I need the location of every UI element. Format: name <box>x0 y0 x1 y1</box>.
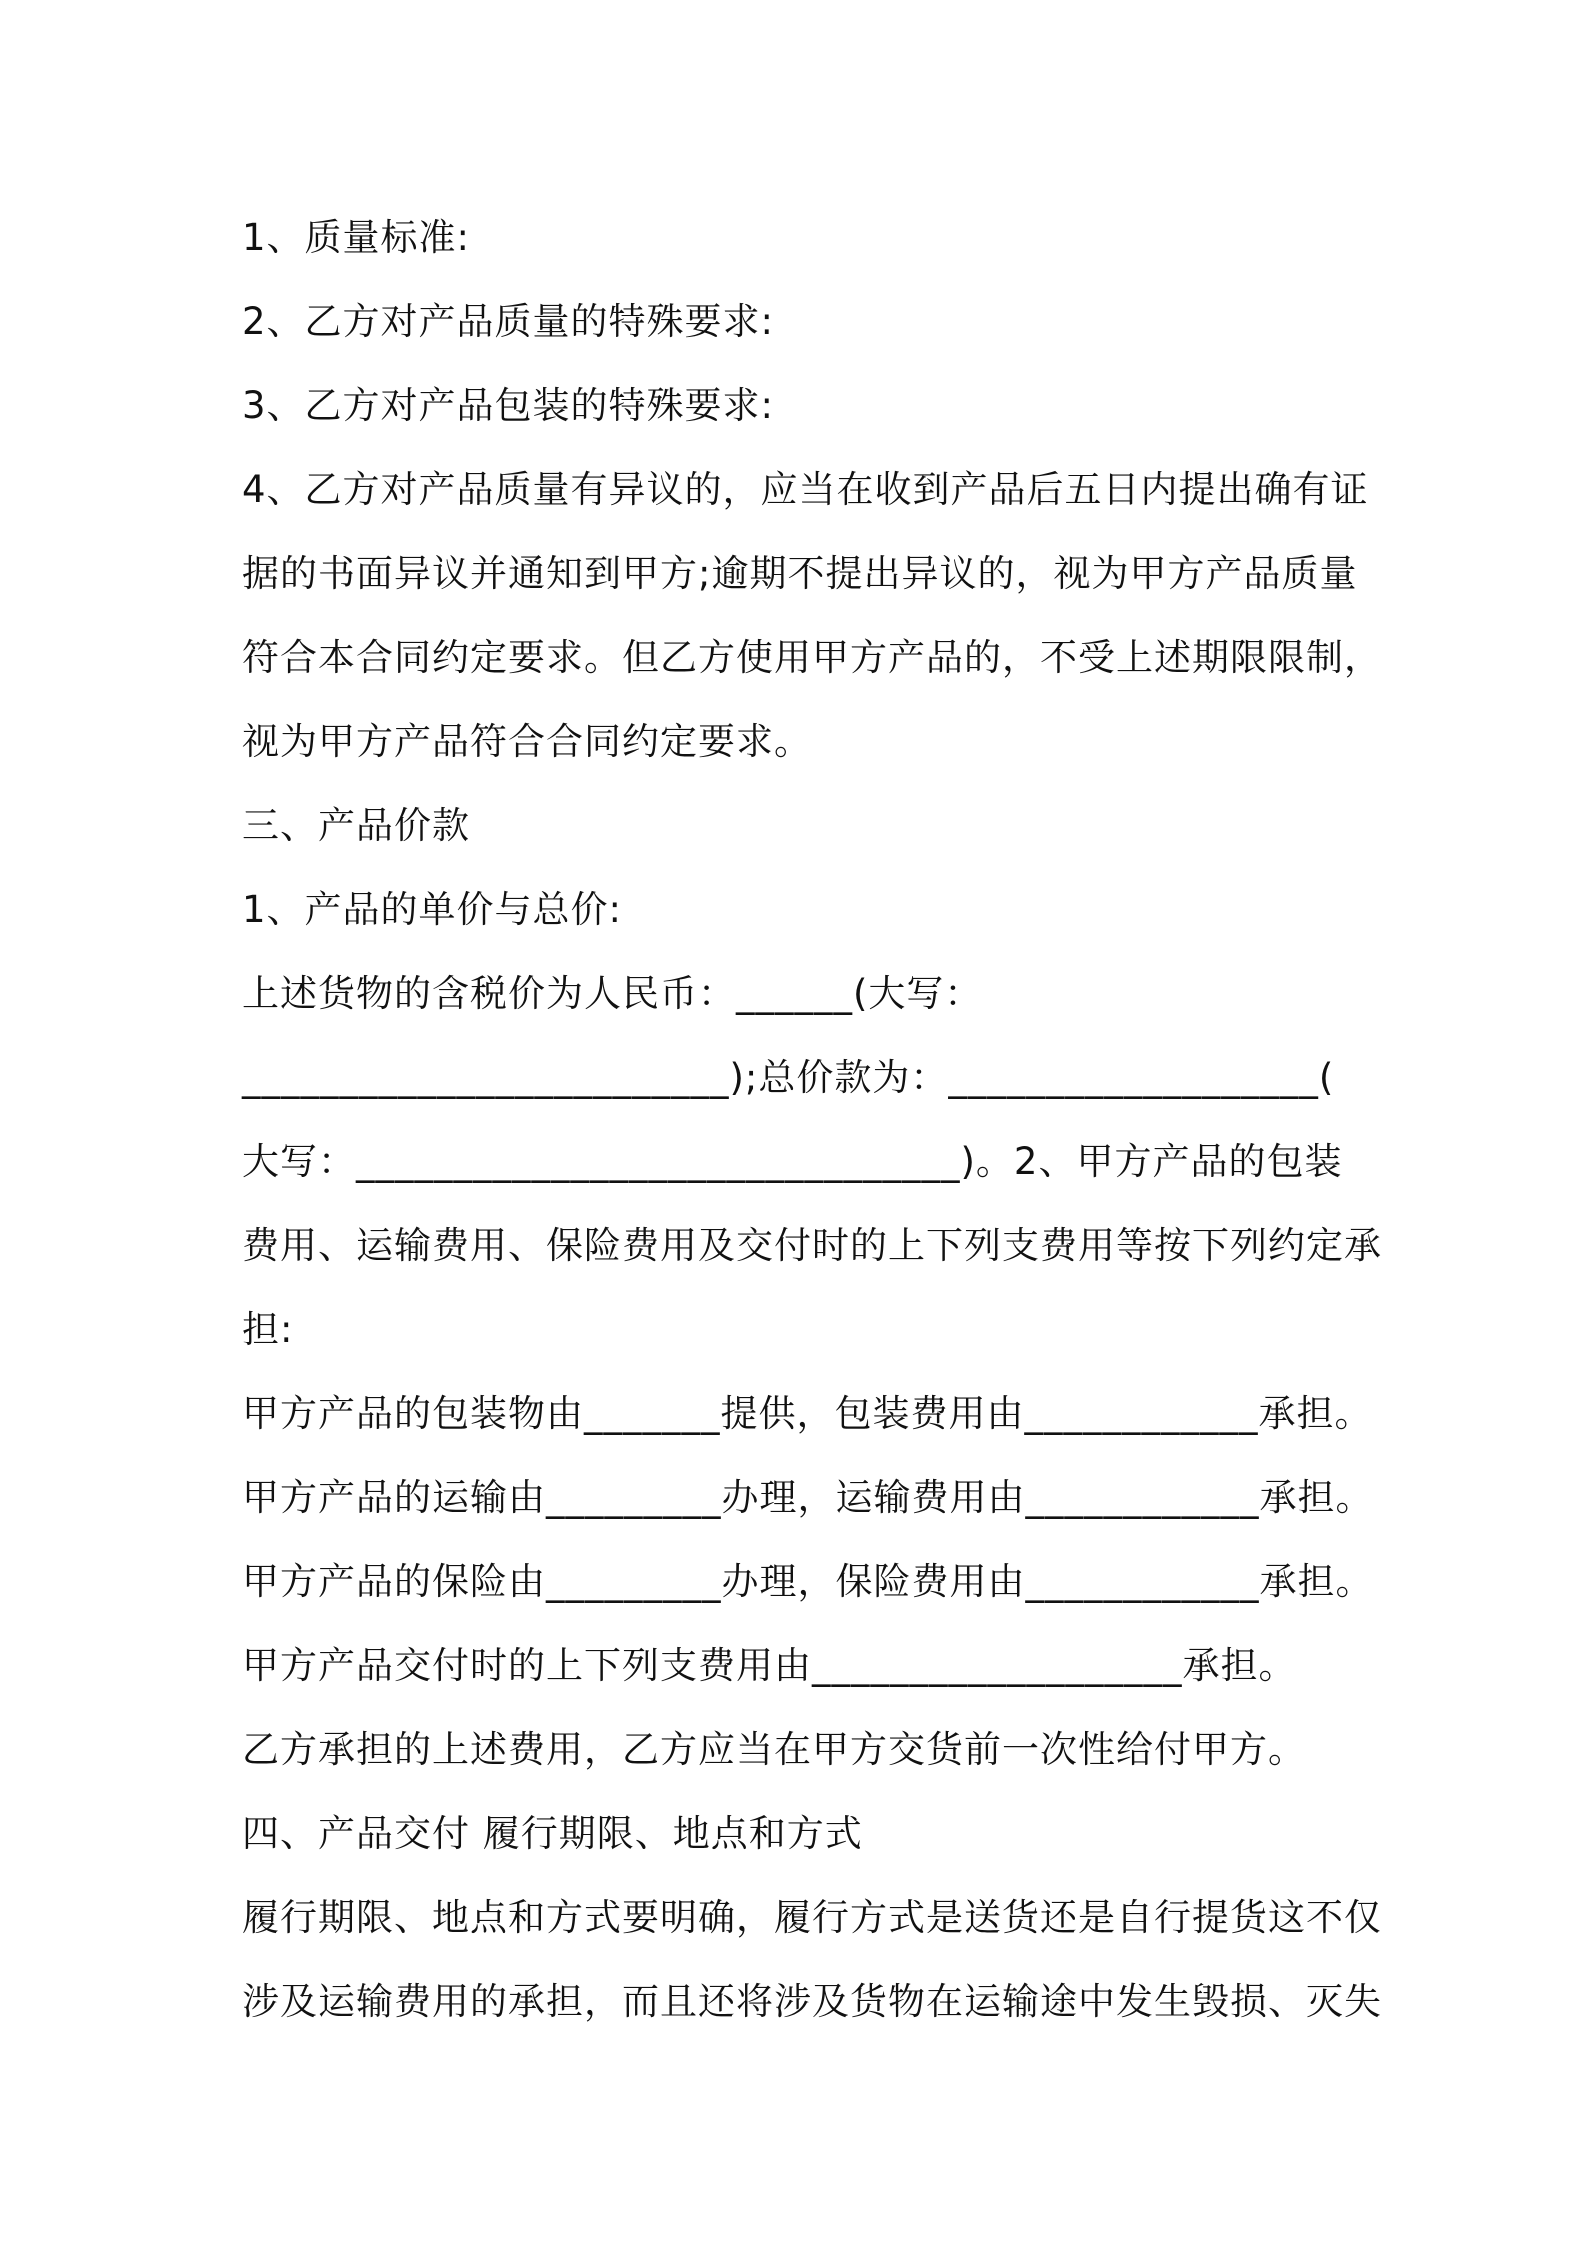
text-line: 甲方产品交付时的上下列支费用由___________________承担。 <box>242 1644 1297 1687</box>
text-line: 符合本合同约定要求。但乙方使用甲方产品的，不受上述期限限制， <box>242 636 1382 679</box>
section-heading: 三、产品价款 <box>242 804 470 847</box>
text-line: 3、乙方对产品包装的特殊要求: <box>242 384 775 427</box>
text-line: 4、乙方对产品质量有异议的，应当在收到产品后五日内提出确有证 <box>242 468 1369 511</box>
text-line: 费用、运输费用、保险费用及交付时的上下列支费用等按下列约定承 <box>242 1224 1382 1267</box>
text-line: 担: <box>242 1308 294 1351</box>
text-line: 甲方产品的保险由_________办理，保险费用由____________承担。 <box>242 1560 1374 1603</box>
text-line: _________________________);总价款为：___________________( <box>242 1056 1335 1099</box>
text-line: 履行期限、地点和方式要明确，履行方式是送货还是自行提货这不仅 <box>242 1896 1382 1939</box>
text-line: 甲方产品的包装物由_______提供，包装费用由____________承担。 <box>242 1392 1373 1435</box>
text-line: 上述货物的含税价为人民币：______(大写： <box>242 972 983 1015</box>
text-line: 据的书面异议并通知到甲方;逾期不提出异议的，视为甲方产品质量 <box>242 552 1358 595</box>
text-line: 涉及运输费用的承担，而且还将涉及货物在运输途中发生毁损、灭失 <box>242 1980 1382 2023</box>
text-line: 乙方承担的上述费用，乙方应当在甲方交货前一次性给付甲方。 <box>242 1728 1306 1771</box>
text-line: 大写：_______________________________)。2、甲方产品的包装 <box>242 1140 1343 1183</box>
text-line: 视为甲方产品符合合同约定要求。 <box>242 720 812 763</box>
text-line: 甲方产品的运输由_________办理，运输费用由____________承担。 <box>242 1476 1374 1519</box>
section-heading: 四、产品交付 履行期限、地点和方式 <box>242 1812 863 1855</box>
text-line: 1、产品的单价与总价: <box>242 888 623 931</box>
text-line: 2、乙方对产品质量的特殊要求: <box>242 300 775 343</box>
text-line: 1、质量标准: <box>242 216 471 259</box>
document-body <box>242 196 1382 2044</box>
